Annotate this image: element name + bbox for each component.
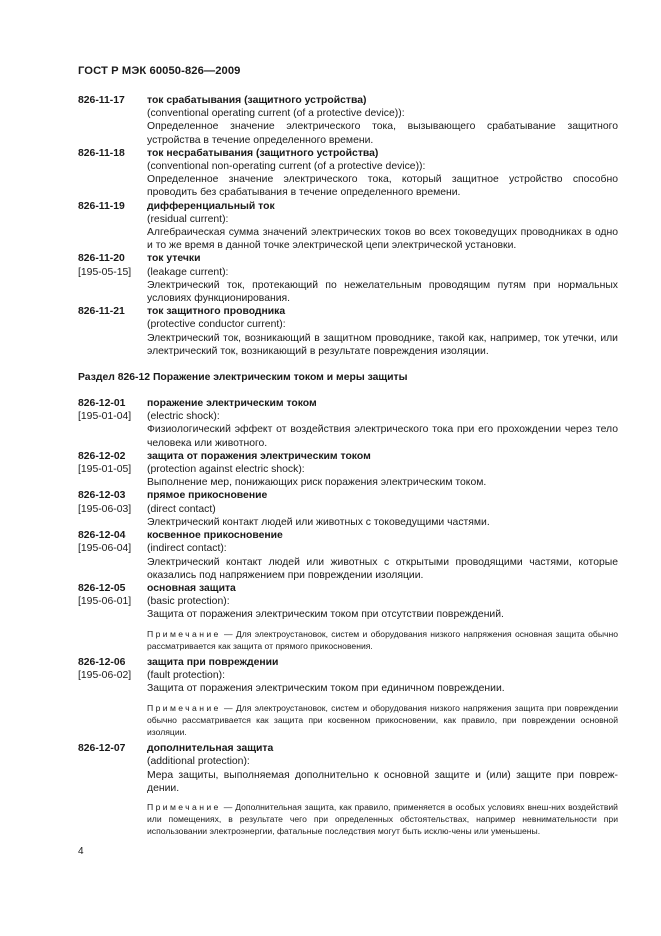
- term-note: [147, 628, 618, 652]
- term-entry: [78, 147, 618, 200]
- term-entry: [78, 200, 618, 253]
- term-code: 826-12-01: [78, 398, 126, 410]
- term-entry: [78, 489, 618, 529]
- term-code: 826-12-07: [78, 743, 126, 755]
- term-entry: [78, 252, 618, 305]
- iec-reference: [195-06-03]: [78, 503, 132, 515]
- iec-reference: [195-06-04]: [78, 543, 132, 555]
- term-title: прямое прикосновение: [147, 490, 268, 502]
- term-entry: [78, 305, 618, 358]
- term-english: (leakage current):: [147, 266, 229, 278]
- term-note: [147, 702, 618, 739]
- term-code: 826-12-05: [78, 582, 126, 594]
- note-text: — Для электроустановок, систем и оборудования низкого напряжения основная защита обычно рассматривается как защита от прямого прикосновения.: [147, 628, 618, 651]
- term-title: защита от поражения электрическим током: [147, 450, 371, 462]
- term-definition: Алгебраическая сумма значений электрических токов во всех токоведущих проводниках в одно и то же время в данной точке электрической цепи электрической установки.: [147, 227, 618, 252]
- term-english: (indirect contact):: [147, 543, 227, 555]
- iec-reference: [195-01-04]: [78, 411, 132, 423]
- term-definition: Электрический ток, протекающий по нежелательным проводящим путям при нормальных условиях функционирования.: [147, 279, 618, 305]
- page-number: 4: [78, 846, 84, 857]
- term-title: дифференциальный ток: [147, 200, 275, 212]
- term-english: (conventional non-operating current (of a protective device)):: [147, 161, 426, 173]
- term-code: 826-11-19: [78, 200, 125, 212]
- note-lead: Примечание: [147, 801, 221, 812]
- term-code: 826-11-18: [78, 147, 125, 159]
- term-definition: Защита от поражения электрическим током при отсутствии повреждений.: [147, 609, 504, 621]
- term-definition: Электрический ток, возникающий в защитном проводнике, такой как, например, ток утечки, или электрический ток, возникающий в результате повреждения изоляции.: [147, 332, 618, 357]
- term-english: (protective conductor current):: [147, 319, 286, 331]
- term-definition: Защита от поражения электрическим током при единичном повреждении.: [147, 683, 505, 695]
- term-definition: Мера защиты, выполняемая дополнительно к основной защите и (или) защите при повреж-дении.: [147, 769, 618, 794]
- note-lead: Примечание: [147, 628, 221, 639]
- term-english: (residual current):: [147, 213, 229, 225]
- iec-reference: [195-06-02]: [78, 670, 132, 682]
- term-definition: Электрический контакт людей или животных с открытыми проводящими частями, которые оказались под напряжением при повреждении изоляции.: [147, 556, 618, 581]
- term-entry: [78, 397, 618, 450]
- term-title: защита при повреждении: [147, 656, 279, 668]
- term-entry: [78, 742, 618, 841]
- term-title: ток несрабатывания (защитного устройства): [147, 147, 379, 159]
- term-definition: Определенное значение электрического тока, который защитное устройство способно проводить без срабатывания в течение определенного времени.: [147, 174, 618, 199]
- page-header: ГОСТ Р МЭК 60050-826—2009: [78, 65, 241, 77]
- document-body: [78, 94, 618, 842]
- term-code: 826-12-03: [78, 490, 126, 502]
- term-definition: Электрический контакт людей или животных с токоведущими частями.: [147, 516, 490, 528]
- term-note: [147, 801, 618, 838]
- term-english: (additional protection):: [147, 756, 250, 768]
- term-english: (basic protection):: [147, 596, 230, 608]
- term-entry: [78, 450, 618, 490]
- term-english: (conventional operating current (of a protective device)):: [147, 108, 405, 120]
- term-title: ток срабатывания (защитного устройства): [147, 95, 367, 106]
- term-code: 826-12-02: [78, 450, 126, 462]
- term-code: 826-12-04: [78, 530, 126, 542]
- term-code: 826-12-06: [78, 656, 126, 668]
- term-entry: [78, 656, 618, 742]
- term-title: поражение электрическим током: [147, 398, 317, 410]
- term-title: ток защитного проводника: [147, 306, 286, 318]
- term-definition: Определенное значение электрического тока, вызывающего срабатывание защитного устройства в течение определенного времени.: [147, 121, 618, 146]
- term-title: косвенное прикосновение: [147, 530, 283, 542]
- note-lead: Примечание: [147, 702, 221, 713]
- term-title: основная защита: [147, 582, 236, 594]
- iec-reference: [195-05-15]: [78, 266, 132, 278]
- iec-reference: [195-01-05]: [78, 464, 132, 476]
- entries-section-11: [78, 94, 618, 358]
- note-text: — Дополнительная защита, как правило, применяется в особых условиях внеш-них воздействий или помещениях, в результате чего при определенных обстоятельствах, например невнимательности при использовании электроэнергии, фатальные последствия могут быть исклю-чены или уменьшены.: [147, 801, 618, 837]
- term-definition: Выполнение мер, понижающих риск поражения электрическим током.: [147, 477, 487, 489]
- term-english: (electric shock):: [147, 411, 220, 423]
- term-entry: [78, 582, 618, 656]
- term-code: 826-11-17: [78, 95, 125, 106]
- iec-reference: [195-06-01]: [78, 596, 132, 608]
- term-code: 826-11-20: [78, 253, 125, 265]
- term-title: дополнительная защита: [147, 743, 274, 755]
- term-english: (direct contact): [147, 503, 216, 515]
- term-definition: Физиологический эффект от воздействия электрического тока при его прохождении через тело человека или животного.: [147, 424, 618, 449]
- term-code: 826-11-21: [78, 306, 125, 318]
- term-entry: [78, 94, 618, 147]
- section-heading: Раздел 826-12 Поражение электрическим током и меры защиты: [78, 372, 408, 384]
- term-title: ток утечки: [147, 253, 201, 265]
- term-english: (protection against electric shock):: [147, 464, 305, 476]
- term-english: (fault protection):: [147, 670, 225, 682]
- term-entry: [78, 529, 618, 582]
- entries-section-12: [78, 397, 618, 842]
- note-text: — Для электроустановок, систем и оборудования низкого напряжения защита при повреждении обычно рассматривается как защита при косвенном прикосновении, как правило, при повреждении основной изоляции.: [147, 702, 618, 737]
